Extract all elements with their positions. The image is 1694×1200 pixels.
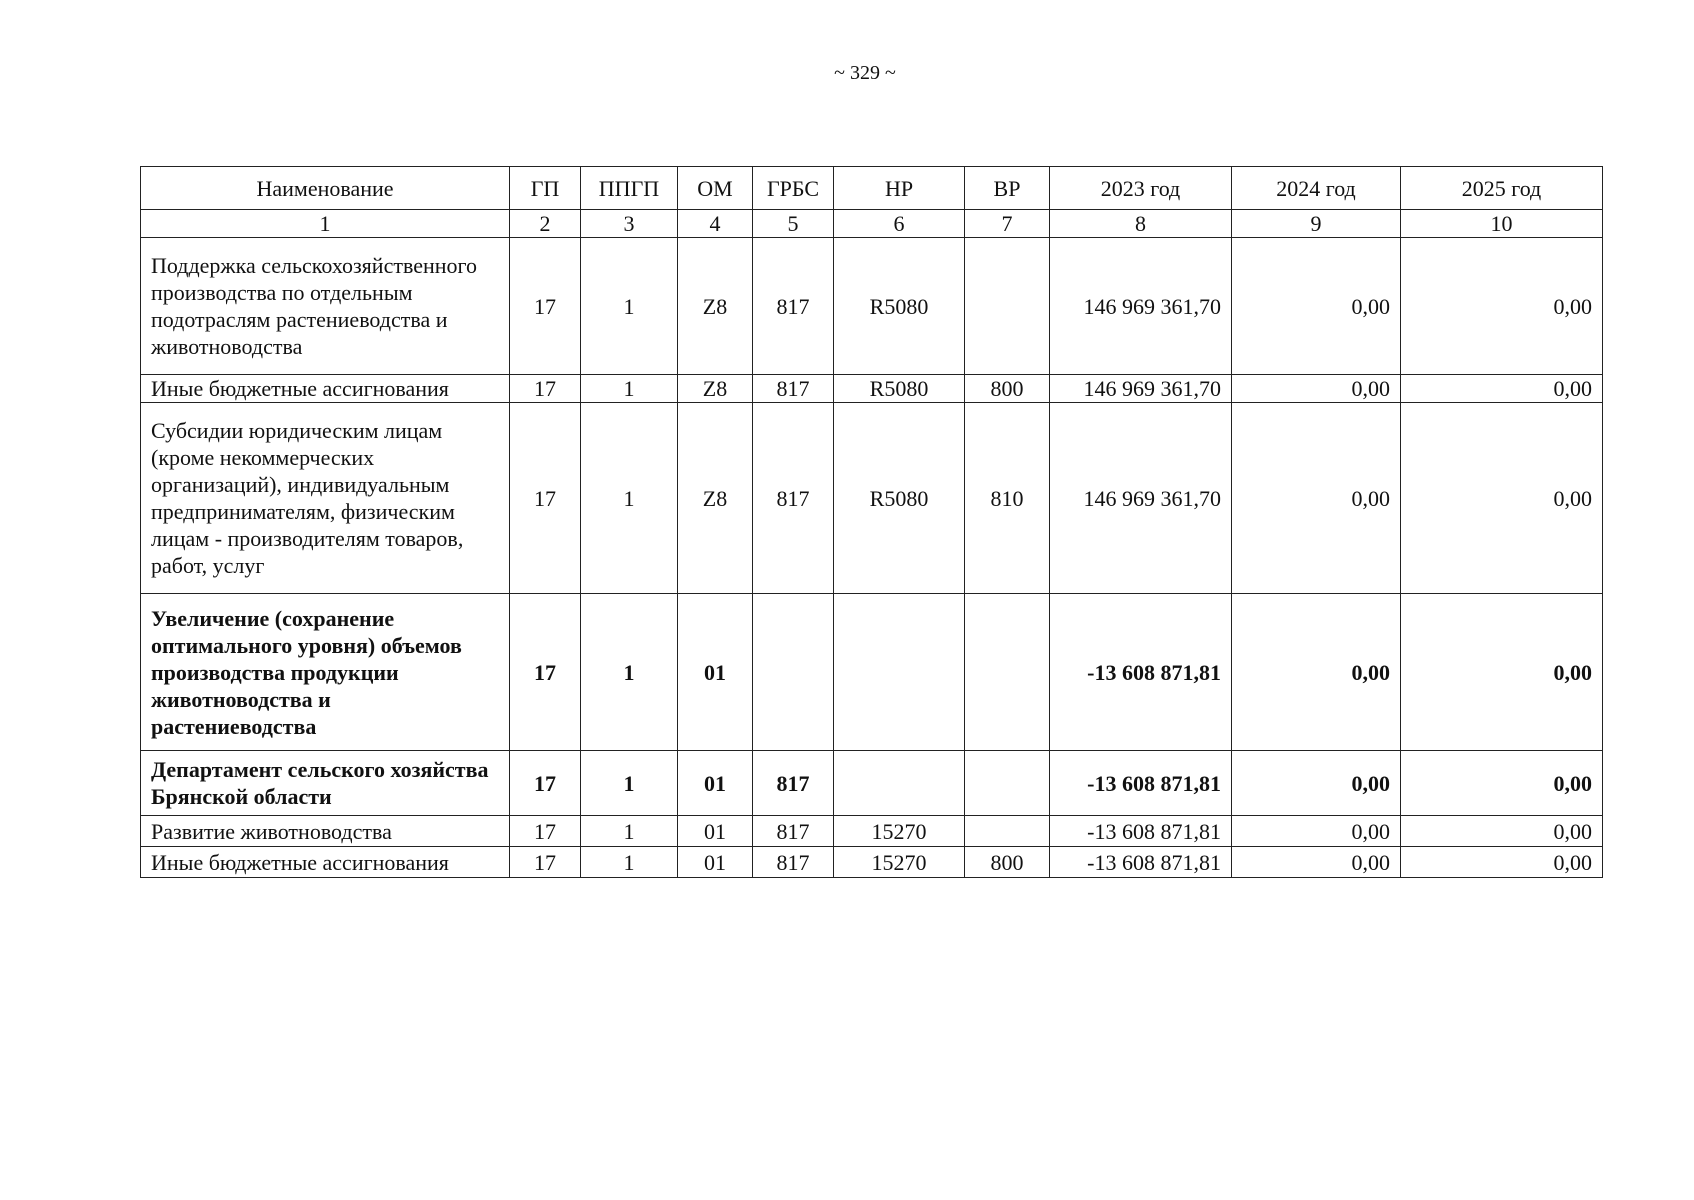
column-header-gp: ГП xyxy=(510,167,581,210)
row-2024: 0,00 xyxy=(1232,751,1401,816)
row-name: Иные бюджетные ассигнования xyxy=(141,375,510,403)
row-name: Департамент сельского хозяйства Брянской области xyxy=(141,751,510,816)
row-om: 01 xyxy=(678,847,753,878)
column-header-grbs: ГРБС xyxy=(753,167,834,210)
row-2024: 0,00 xyxy=(1232,594,1401,751)
row-vr: 810 xyxy=(965,403,1050,594)
table-header-row xyxy=(141,167,1603,210)
table-row xyxy=(141,238,1603,375)
row-2024: 0,00 xyxy=(1232,816,1401,847)
column-number: 6 xyxy=(834,210,965,238)
column-header-name: Наименование xyxy=(141,167,510,210)
row-2024: 0,00 xyxy=(1232,403,1401,594)
column-header-om: ОМ xyxy=(678,167,753,210)
row-nr xyxy=(834,751,965,816)
column-number: 3 xyxy=(581,210,678,238)
row-nr: 15270 xyxy=(834,816,965,847)
column-number: 8 xyxy=(1050,210,1232,238)
row-nr xyxy=(834,594,965,751)
row-name: Развитие животноводства xyxy=(141,816,510,847)
column-number: 2 xyxy=(510,210,581,238)
row-nr: 15270 xyxy=(834,847,965,878)
row-gp: 17 xyxy=(510,847,581,878)
row-om: 01 xyxy=(678,751,753,816)
column-number: 7 xyxy=(965,210,1050,238)
column-number: 4 xyxy=(678,210,753,238)
row-name: Субсидии юридическим лицам (кроме некоммерческих организаций), индивидуальным предпринимателям, физическим лицам - производителям товаров, работ, услуг xyxy=(141,403,510,594)
row-grbs: 817 xyxy=(753,847,834,878)
row-vr xyxy=(965,816,1050,847)
row-vr xyxy=(965,594,1050,751)
budget-table xyxy=(140,166,1603,878)
column-header-ppgp: ППГП xyxy=(581,167,678,210)
table-row xyxy=(141,375,1603,403)
table-row xyxy=(141,751,1603,816)
row-ppgp: 1 xyxy=(581,403,678,594)
table-row xyxy=(141,403,1603,594)
row-vr xyxy=(965,238,1050,375)
row-2024: 0,00 xyxy=(1232,847,1401,878)
row-ppgp: 1 xyxy=(581,594,678,751)
row-name: Иные бюджетные ассигнования xyxy=(141,847,510,878)
column-header-2024: 2024 год xyxy=(1232,167,1401,210)
row-gp: 17 xyxy=(510,594,581,751)
row-vr: 800 xyxy=(965,847,1050,878)
row-om: Z8 xyxy=(678,238,753,375)
row-grbs xyxy=(753,594,834,751)
row-gp: 17 xyxy=(510,238,581,375)
table-row xyxy=(141,594,1603,751)
column-number: 9 xyxy=(1232,210,1401,238)
row-om: 01 xyxy=(678,816,753,847)
row-2023: 146 969 361,70 xyxy=(1050,375,1232,403)
row-gp: 17 xyxy=(510,751,581,816)
column-number: 5 xyxy=(753,210,834,238)
row-nr: R5080 xyxy=(834,403,965,594)
row-2024: 0,00 xyxy=(1232,238,1401,375)
row-name: Увеличение (сохранение оптимального уровня) объемов производства продукции животноводства и растениеводства xyxy=(141,594,510,751)
row-ppgp: 1 xyxy=(581,375,678,403)
row-vr: 800 xyxy=(965,375,1050,403)
column-number: 10 xyxy=(1401,210,1603,238)
row-ppgp: 1 xyxy=(581,751,678,816)
row-2025: 0,00 xyxy=(1401,751,1603,816)
row-2025: 0,00 xyxy=(1401,375,1603,403)
column-header-2025: 2025 год xyxy=(1401,167,1603,210)
table-row xyxy=(141,816,1603,847)
row-grbs: 817 xyxy=(753,751,834,816)
row-2025: 0,00 xyxy=(1401,816,1603,847)
row-2024: 0,00 xyxy=(1232,375,1401,403)
row-grbs: 817 xyxy=(753,375,834,403)
column-header-nr: НР xyxy=(834,167,965,210)
row-ppgp: 1 xyxy=(581,816,678,847)
row-ppgp: 1 xyxy=(581,238,678,375)
row-om: Z8 xyxy=(678,375,753,403)
row-2023: -13 608 871,81 xyxy=(1050,751,1232,816)
row-2023: -13 608 871,81 xyxy=(1050,594,1232,751)
row-om: Z8 xyxy=(678,403,753,594)
row-nr: R5080 xyxy=(834,238,965,375)
row-2025: 0,00 xyxy=(1401,403,1603,594)
table-row xyxy=(141,847,1603,878)
row-2023: 146 969 361,70 xyxy=(1050,238,1232,375)
row-2023: -13 608 871,81 xyxy=(1050,816,1232,847)
row-2025: 0,00 xyxy=(1401,238,1603,375)
row-grbs: 817 xyxy=(753,816,834,847)
row-grbs: 817 xyxy=(753,403,834,594)
column-number: 1 xyxy=(141,210,510,238)
column-header-vr: ВР xyxy=(965,167,1050,210)
row-2025: 0,00 xyxy=(1401,594,1603,751)
row-gp: 17 xyxy=(510,816,581,847)
row-gp: 17 xyxy=(510,403,581,594)
row-grbs: 817 xyxy=(753,238,834,375)
row-om: 01 xyxy=(678,594,753,751)
row-2025: 0,00 xyxy=(1401,847,1603,878)
column-header-2023: 2023 год xyxy=(1050,167,1232,210)
row-2023: 146 969 361,70 xyxy=(1050,403,1232,594)
column-number-row xyxy=(141,210,1603,238)
row-2023: -13 608 871,81 xyxy=(1050,847,1232,878)
row-ppgp: 1 xyxy=(581,847,678,878)
row-gp: 17 xyxy=(510,375,581,403)
page-number: ~ 329 ~ xyxy=(834,62,896,84)
row-vr xyxy=(965,751,1050,816)
row-nr: R5080 xyxy=(834,375,965,403)
row-name: Поддержка сельскохозяйственного производства по отдельным подотраслям растениеводства и животноводства xyxy=(141,238,510,375)
